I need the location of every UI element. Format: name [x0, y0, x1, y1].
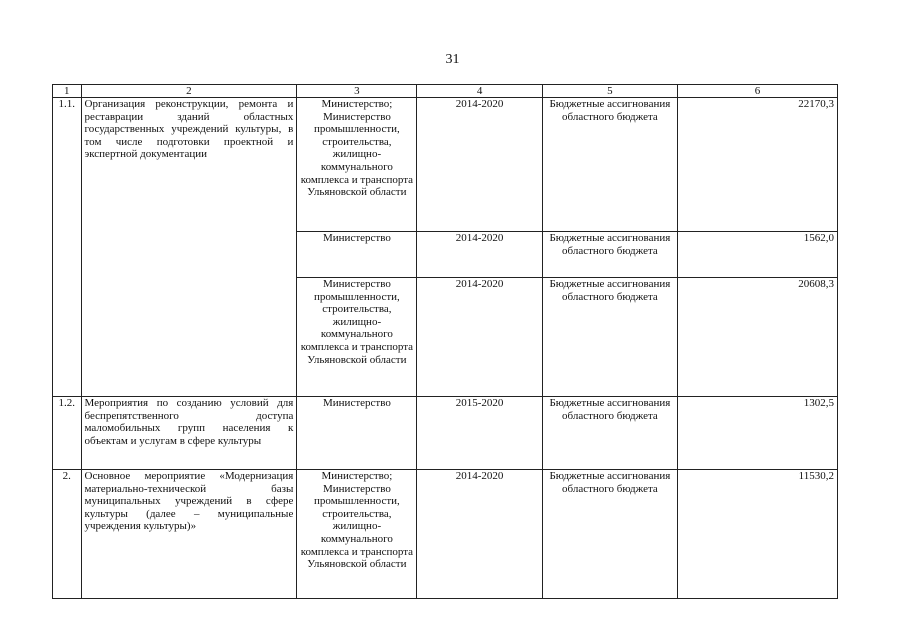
column-header: 1: [53, 85, 82, 98]
column-header: 3: [297, 85, 417, 98]
funding-source: Бюджетные ассигнования областного бюджета: [542, 397, 677, 470]
executor: Министерство: [297, 397, 417, 470]
activity-name: Организация реконструкции, ремонта и реставрации зданий областных государственных учреждений культуры, в том числе подготовки проектной и экспертной документации: [81, 98, 297, 397]
amount: 1562,0: [678, 232, 838, 278]
column-header: 5: [542, 85, 677, 98]
activity-name: Мероприятия по созданию условий для беспрепятственного доступа маломобильных групп населения к объектам и услугам в сфере культуры: [81, 397, 297, 470]
activity-name: Основное мероприятие «Модернизация материально-технической базы муниципальных учреждений в сфере культуры (далее – муниципальные учреждения культуры)»: [81, 470, 297, 599]
table-row: [53, 98, 838, 232]
period: 2015-2020: [417, 397, 542, 470]
amount: 1302,5: [678, 397, 838, 470]
amount: 11530,2: [678, 470, 838, 599]
period: 2014-2020: [417, 232, 542, 278]
period: 2014-2020: [417, 470, 542, 599]
amount: 22170,3: [678, 98, 838, 232]
column-header: 4: [417, 85, 542, 98]
executor: Министерство: [297, 232, 417, 278]
row-number: 1.2.: [53, 397, 82, 470]
funding-source: Бюджетные ассигнования областного бюджета: [542, 278, 677, 397]
period: 2014-2020: [417, 278, 542, 397]
table-row: [53, 397, 838, 470]
funding-source: Бюджетные ассигнования областного бюджета: [542, 98, 677, 232]
column-header: 6: [678, 85, 838, 98]
executor: Министерство; Министерство промышленности, строительства, жилищно-коммунального комплекса и транспорта Ульяновской области: [297, 470, 417, 599]
executor: Министерство; Министерство промышленности, строительства, жилищно-коммунального комплекса и транспорта Ульяновской области: [297, 98, 417, 232]
table-row: [53, 470, 838, 599]
program-table: [52, 84, 838, 599]
column-header: 2: [81, 85, 297, 98]
row-number: 2.: [53, 470, 82, 599]
amount: 20608,3: [678, 278, 838, 397]
period: 2014-2020: [417, 98, 542, 232]
header-row: [53, 85, 838, 98]
row-number: 1.1.: [53, 98, 82, 397]
page-number: 31: [445, 52, 460, 67]
funding-source: Бюджетные ассигнования областного бюджета: [542, 470, 677, 599]
funding-source: Бюджетные ассигнования областного бюджета: [542, 232, 677, 278]
executor: Министерство промышленности, строительства, жилищно-коммунального комплекса и транспорта Ульяновской области: [297, 278, 417, 397]
